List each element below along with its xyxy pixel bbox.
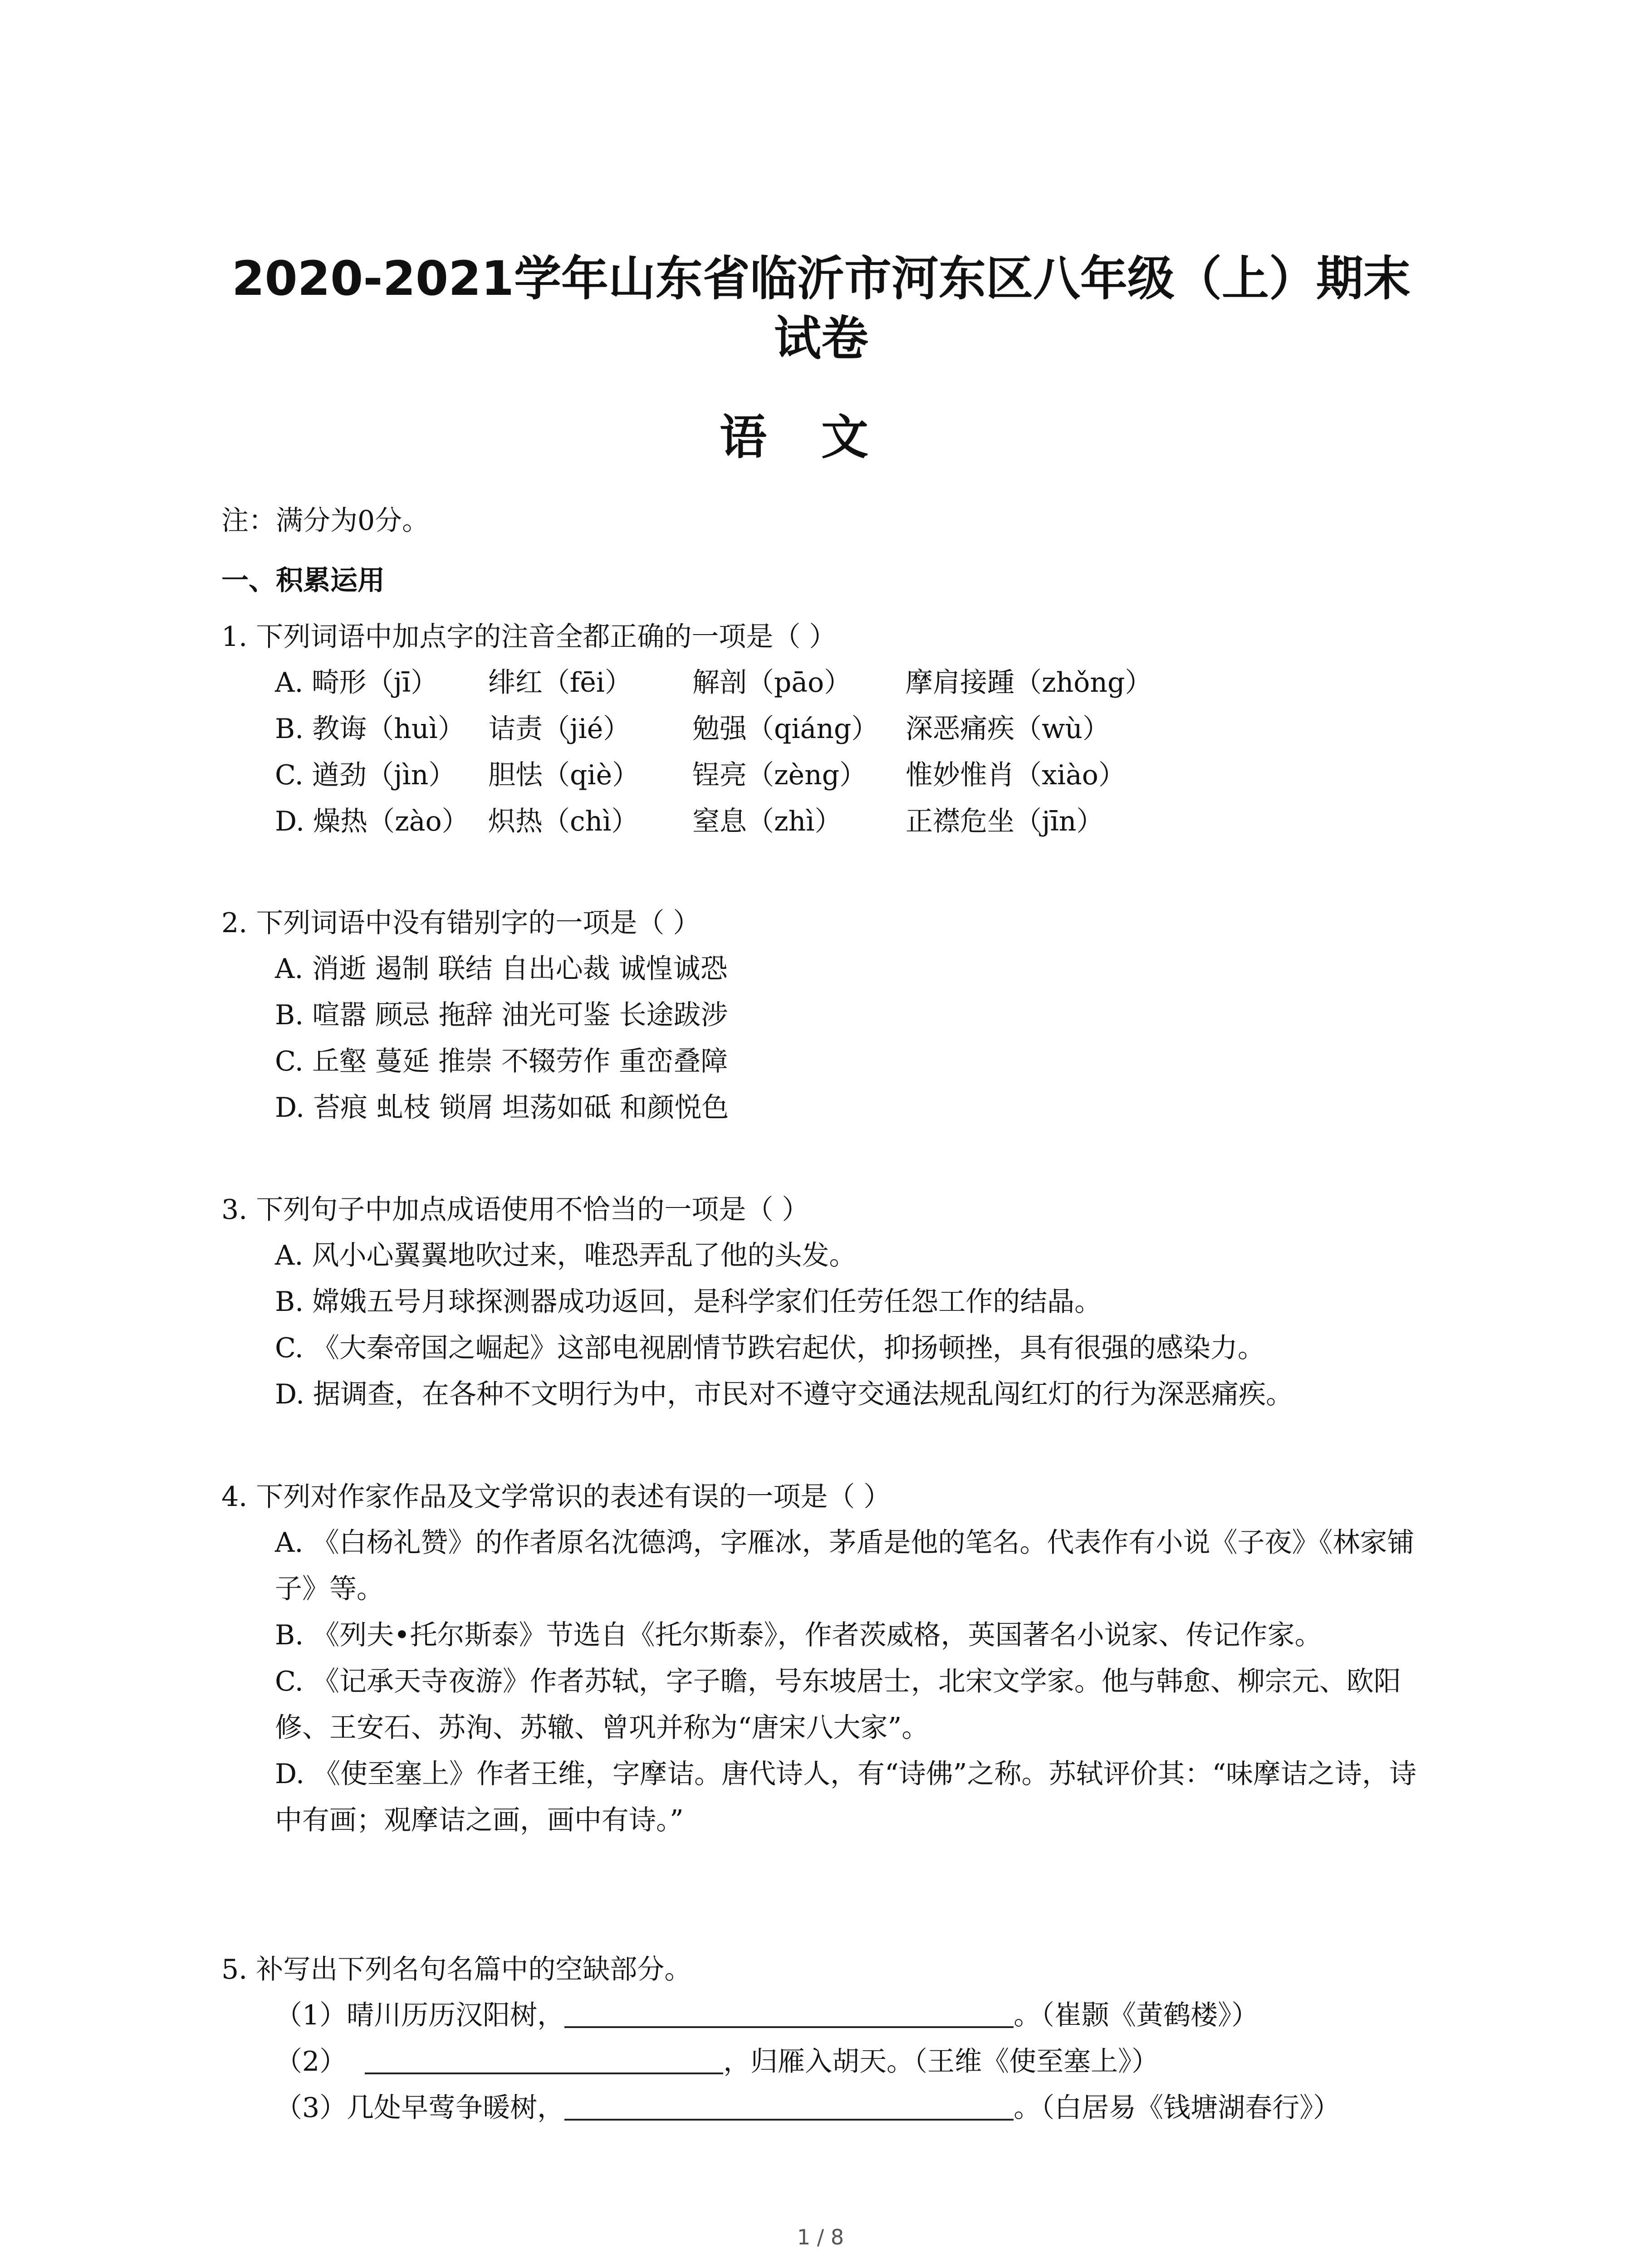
option-a: A. 消逝 遏制 联结 自出心裁 诚惶诚恐 bbox=[275, 953, 728, 985]
fill-line-1: （1）晴川历历汉阳树， 。（崔颢《黄鹤楼》） bbox=[221, 1992, 1428, 2038]
fill-line-2: （2） ，归雁入胡天。（王维《使至塞上》） bbox=[221, 2038, 1428, 2085]
option-d: D. 据调查，在各种不文明行为中，市民对不遵守交通法规乱闯红灯的行为深恶痛疾。 bbox=[275, 1378, 1293, 1410]
question-stem: 4. 下列对作家作品及文学常识的表述有误的一项是（ ） bbox=[221, 1481, 891, 1513]
section-heading: 一、积累运用 bbox=[221, 565, 385, 596]
question-stem: 5. 补写出下列名句名篇中的空缺部分。 bbox=[221, 1954, 692, 1985]
option-d: D. 《使至塞上》作者王维，字摩诘。唐代诗人，有“诗佛”之称。苏轼评价其：“味摩诘之诗，诗中有画；观摩诘之画，画中有诗。” bbox=[275, 1758, 1417, 1836]
answer-blank[interactable] bbox=[564, 2089, 1014, 2121]
question-1 bbox=[221, 614, 1428, 845]
title-line-1: 2020-2021学年山东省临沂市河东区八年级（上）期末 bbox=[231, 251, 1411, 306]
question-3 bbox=[221, 1187, 1428, 1418]
title-line-2: 试卷 bbox=[774, 311, 868, 366]
question-stem: 1. 下列词语中加点字的注音全都正确的一项是（ ） bbox=[221, 621, 837, 653]
option-c: C. 丘壑 蔓延 推崇 不辍劳作 重峦叠障 bbox=[275, 1046, 728, 1077]
page-number: 1 / 8 bbox=[797, 2225, 844, 2249]
question-stem: 2. 下列词语中没有错别字的一项是（ ） bbox=[221, 907, 700, 939]
option-d: D. 燥热（zào） 炽热（chì） 窒息（zhì） 正襟危坐（jīn） bbox=[275, 806, 1104, 837]
answer-blank[interactable] bbox=[365, 2043, 723, 2074]
fill-line-3: （3）几处早莺争暖树， 。（白居易《钱塘湖春行》） bbox=[221, 2085, 1428, 2131]
option-b: B. 《列夫•托尔斯泰》节选自《托尔斯泰》，作者茨威格，英国著名小说家、传记作家。 bbox=[275, 1619, 1322, 1651]
score-note: 注：满分为0分。 bbox=[221, 505, 430, 537]
option-b: B. 喧嚣 顾忌 拖辞 油光可鉴 长途跋涉 bbox=[275, 999, 728, 1031]
option-c: C. 《记承天寺夜游》作者苏轼，字子瞻，号东坡居士，北宋文学家。他与韩愈、柳宗元、欧阳修、王安石、苏洵、苏辙、曾巩并称为“唐宋八大家”。 bbox=[275, 1666, 1401, 1744]
option-b: B. 嫦娥五号月球探测器成功返回，是科学家们任劳任怨工作的结晶。 bbox=[275, 1286, 1102, 1318]
option-c: C. 《大秦帝国之崛起》这部电视剧情节跌宕起伏，抑扬顿挫，具有很强的感染力。 bbox=[275, 1332, 1265, 1364]
answer-blank[interactable] bbox=[564, 1996, 1014, 2028]
option-a: A. 风小心翼翼地吹过来，唯恐弄乱了他的头发。 bbox=[275, 1240, 857, 1271]
option-d: D. 苔痕 虬枝 锁屑 坦荡如砥 和颜悦色 bbox=[275, 1092, 729, 1124]
exam-title bbox=[172, 249, 1470, 368]
question-stem: 3. 下列句子中加点成语使用不恰当的一项是（ ） bbox=[221, 1194, 809, 1226]
option-a: A. 畸形（jī） 绯红（fēi） 解剖（pāo） 摩肩接踵（zhǒng） bbox=[275, 667, 1152, 699]
option-a: A. 《白杨礼赞》的作者原名沈德鸿，字雁冰，茅盾是他的笔名。代表作有小说《子夜》《林家铺子》等。 bbox=[275, 1527, 1415, 1605]
question-2 bbox=[221, 900, 1428, 1131]
subject-heading: 语文 bbox=[719, 410, 923, 465]
question-4 bbox=[221, 1474, 1428, 1843]
option-c: C. 遒劲（jìn） 胆怯（qiè） 锃亮（zèng） 惟妙惟肖（xiào） bbox=[275, 759, 1126, 791]
option-b: B. 教诲（huì） 诘责（jié） 勉强（qiáng） 深恶痛疾（wù） bbox=[275, 713, 1110, 745]
question-5 bbox=[221, 1947, 1428, 2131]
